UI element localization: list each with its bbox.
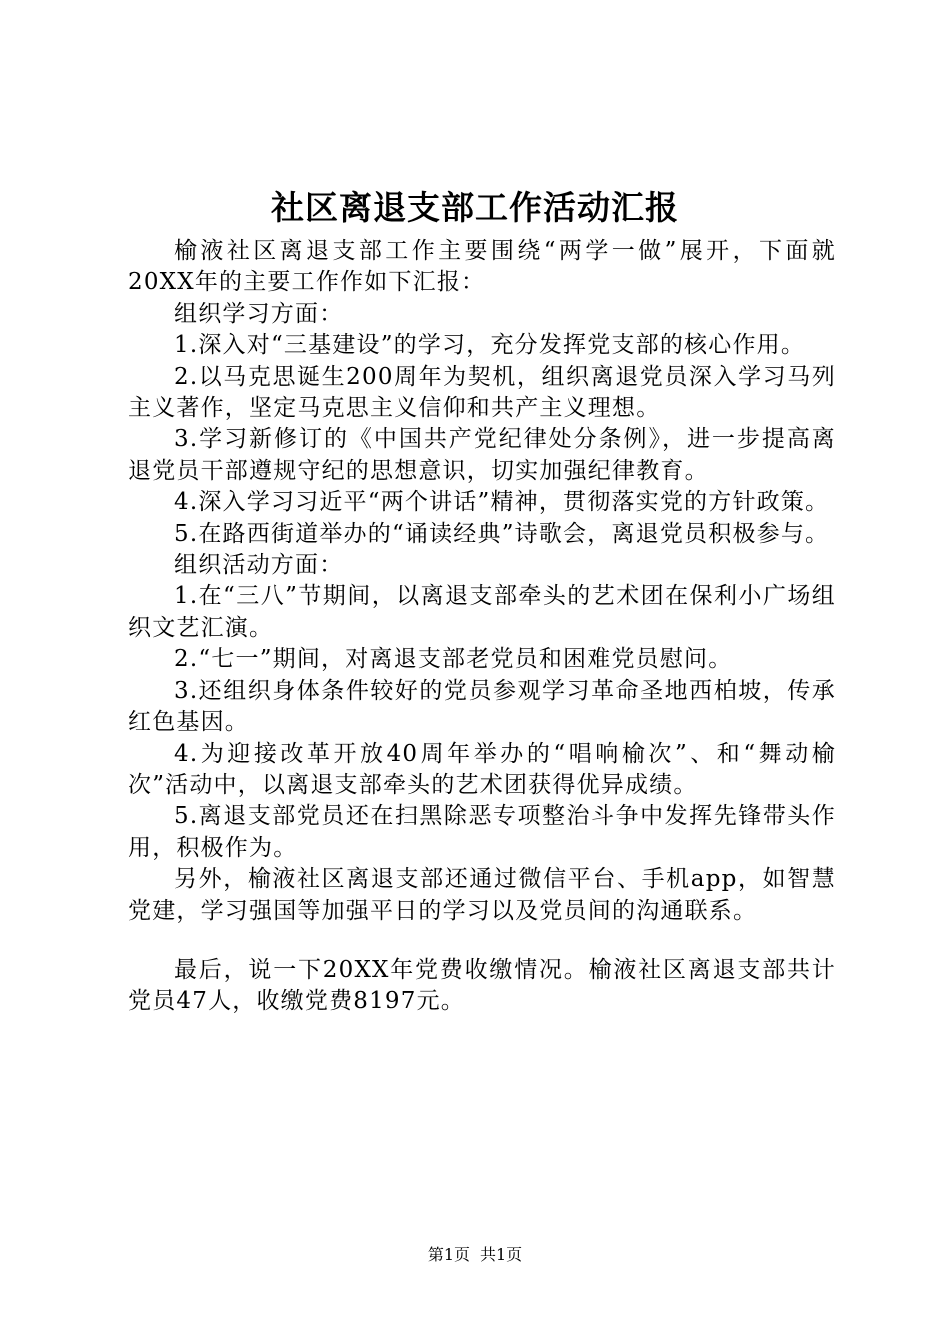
page-footer [0,1245,950,1265]
study-item-2: 2.以马克思诞生200周年为契机，组织离退党员深入学习马列主义著作，坚定马克思主义信仰和共产主义理想。 [128,363,836,422]
activity-item-1: 1.在“三八”节期间，以离退支部牵头的艺术团在保利小广场组织文艺汇演。 [128,583,836,641]
study-item-3: 3.学习新修订的《中国共产党纪律处分条例》，进一步提高离退党员干部遵规守纪的思想意识，切实加强纪律教育。 [128,426,836,484]
page-number: 第1页 [427,1245,470,1264]
study-item-1: 1.深入对“三基建设”的学习，充分发挥党支部的核心作用。 [174,332,806,359]
activity-section-heading: 组织活动方面： [174,552,344,579]
activity-item-3: 3.还组织身体条件较好的党员参观学习革命圣地西柏坡，传承红色基因。 [128,677,836,736]
activity-item-4: 4.为迎接改革开放40周年举办的“唱响榆次”、和“舞动榆次”活动中，以离退支部牵头的艺术团获得优异成绩。 [128,740,836,798]
study-item-5: 5.在路西街道举办的“诵读经典”诗歌会，离退党员积极参与。 [174,520,830,547]
intro-paragraph: 榆液社区离退支部工作主要围绕“两学一做”展开，下面就20XX年的主要工作作如下汇报： [128,238,836,296]
document-title: 社区离退支部工作活动汇报 [271,188,679,227]
study-item-4: 4.深入学习习近平“两个讲话”精神，贯彻落实党的方针政策。 [174,489,830,516]
study-section-heading: 组织学习方面： [174,300,344,327]
additional-paragraph: 另外，榆液社区离退支部还通过微信平台、手机app，如智慧党建，学习强国等加强平日的学习以及党员间的沟通联系。 [128,866,836,924]
document-body [128,236,836,1018]
closing-paragraph: 最后，说一下20XX年党费收缴情况。榆液社区离退支部共计党员47人，收缴党费8197元。 [128,956,836,1015]
activity-item-2: 2.“七一”期间，对离退支部老党员和困难党员慰问。 [174,646,733,673]
page-total: 共1页 [480,1245,523,1264]
activity-item-5: 5.离退支部党员还在扫黑除恶专项整治斗争中发挥先锋带头作用，积极作为。 [128,803,836,861]
